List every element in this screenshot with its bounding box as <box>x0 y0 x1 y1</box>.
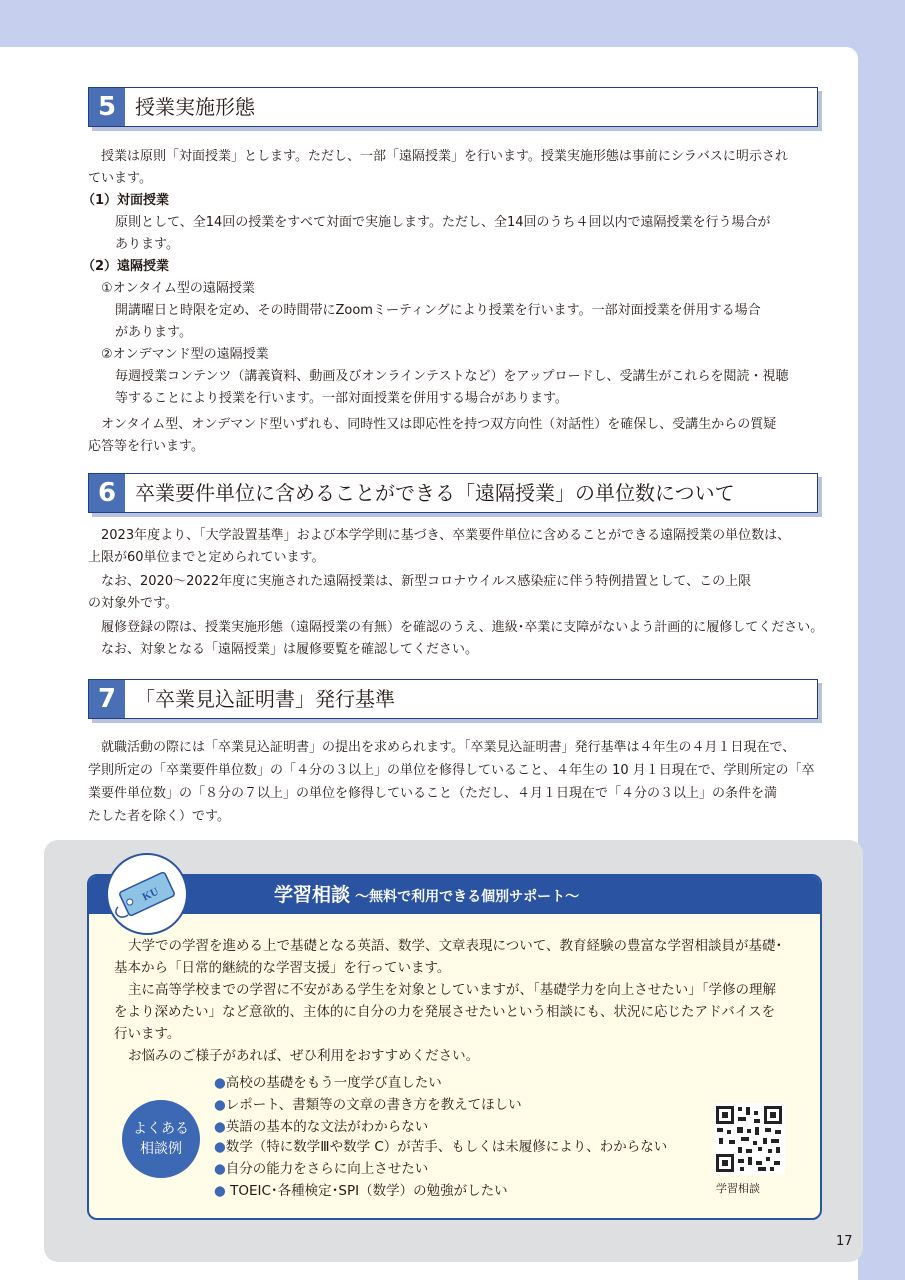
paragraph: 就職活動の際には「卒業見込証明書」の提出を求められます。「卒業見込証明書」発行基準は４年生の４月１日現在で、 <box>101 740 796 755</box>
tag-icon <box>106 853 188 935</box>
consult-paragraph: お悩みのご様子があれば、ぜひ利用をおすすめください。 <box>128 1048 480 1064</box>
consult-paragraph: 行います。 <box>114 1026 181 1042</box>
tag-text: KU <box>140 885 161 904</box>
paragraph: オンタイム型、オンデマンド型いずれも、同時性又は即応性を持つ双方向性（対話性）を確保し、受講生からの質疑 <box>101 417 777 432</box>
paragraph: 毎週授業コンテンツ（講義資料、動画及びオンラインテストなど）をアップロードし、受講生がこれらを閲読・視聴 <box>115 369 789 384</box>
bullet-icon: ● <box>214 1119 226 1135</box>
paragraph: ています。 <box>88 171 152 186</box>
paragraph: 開講曜日と時限を定め、その時間帯にZoomミーティングにより授業を行います。一部対面授業を併用する場合 <box>115 303 761 318</box>
section-title: 卒業要件単位に含めることができる「遠隔授業」の単位数について <box>135 481 735 505</box>
section-number: 7 <box>89 680 125 718</box>
example-item: ● TOEIC･各種検定･SPI（数学）の勉強がしたい <box>214 1183 508 1199</box>
paragraph: 業要件単位数」の「８分の７以上」の単位を修得していること（ただし、４月１日現在で「４分の３以上」の条件を満 <box>88 786 778 801</box>
qr-code-icon[interactable] <box>713 1103 785 1175</box>
section-5-header <box>88 87 818 127</box>
section-number: 5 <box>89 88 125 126</box>
qr-label: 学習相談 <box>716 1182 760 1195</box>
paragraph: 履修登録の際は、授業実施形態（遠隔授業の有無）を確認のうえ、進級･卒業に支障がないよう計画的に履修してください。 <box>101 620 824 635</box>
bullet-icon: ● <box>214 1183 226 1199</box>
example-item: ●英語の基本的な文法がわからない <box>214 1119 429 1135</box>
list-item-label: ②オンデマンド型の遠隔授業 <box>101 347 269 362</box>
paragraph: なお、対象となる「遠隔授業」は履修要覧を確認してください。 <box>101 642 479 657</box>
paragraph: の対象外です。 <box>88 596 178 611</box>
consult-title <box>274 876 579 916</box>
paragraph: があります。 <box>115 325 192 340</box>
faq-label-line1: よくある <box>133 1121 189 1137</box>
page-number: 17 <box>836 1234 853 1249</box>
section-7-header <box>88 679 818 719</box>
paragraph: なお、2020～2022年度に実施された遠隔授業は、新型コロナウイルス感染症に伴う特例措置として、この上限 <box>101 574 752 589</box>
consult-paragraph: 主に高等学校までの学習に不安がある学生を対象としていますが、「基礎学力を向上させたい」「学修の理解 <box>128 982 776 998</box>
example-item: ●高校の基礎をもう一度学び直したい <box>214 1075 442 1091</box>
paragraph: 原則として、全14回の授業をすべて対面で実施します。ただし、全14回のうち４回以内で遠隔授業を行う場合が <box>115 215 771 230</box>
consult-header <box>89 876 820 914</box>
paragraph: 応答等を行います。 <box>88 439 204 454</box>
paragraph: あります。 <box>115 237 179 252</box>
example-item: ●数学（特に数学Ⅲや数学 C）が苦手、もしくは未履修により、わからない <box>214 1139 668 1155</box>
section-title: 「卒業見込証明書」発行基準 <box>135 687 395 711</box>
faq-label-line2: 相談例 <box>140 1141 182 1157</box>
paragraph: 授業は原則「対面授業」とします。ただし、一部「遠隔授業」を行います。授業実施形態は事前にシラバスに明示され <box>101 149 788 164</box>
paragraph: 2023年度より、「大学設置基準」および本学学則に基づき、卒業要件単位に含めることができる遠隔授業の単位数は、 <box>101 528 791 543</box>
paragraph: 学則所定の「卒業要件単位数」の「４分の３以上」の単位を修得していること、４年生の 10 月１日現在で、学則所定の「卒 <box>88 763 815 778</box>
faq-badge <box>122 1100 200 1178</box>
bullet-icon: ● <box>214 1075 226 1091</box>
section-number: 6 <box>89 474 125 512</box>
consult-paragraph: をより深めたい」など意欲的、主体的に自分の力を発展させたいという相談にも、状況に応じたアドバイスを <box>114 1004 776 1020</box>
consult-paragraph: 基本から「日常的継続的な学習支援」を行っています。 <box>114 960 451 976</box>
paragraph: たした者を除く）です。 <box>88 809 230 824</box>
paragraph: 等することにより授業を行います。一部対面授業を併用する場合があります。 <box>115 391 568 406</box>
subheading: （1）対面授業 <box>82 193 170 208</box>
consult-title-sub: ～無料で利用できる個別サポート～ <box>355 889 580 905</box>
section-6-header <box>88 473 818 513</box>
example-item: ●自分の能力をさらに向上させたい <box>214 1161 429 1177</box>
consult-paragraph: 大学での学習を進める上で基礎となる英語、数学、文章表現について、教育経験の豊富な学習相談員が基礎･ <box>128 938 783 954</box>
bullet-icon: ● <box>214 1139 226 1155</box>
list-item-label: ①オンタイム型の遠隔授業 <box>101 281 255 296</box>
paragraph: 上限が60単位までと定められています。 <box>88 550 325 565</box>
example-item: ●レポート、書類等の文章の書き方を教えてほしい <box>214 1097 522 1113</box>
bullet-icon: ● <box>214 1161 226 1177</box>
subheading: （2）遠隔授業 <box>82 259 170 274</box>
bullet-icon: ● <box>214 1097 226 1113</box>
consult-title-main: 学習相談 <box>274 884 351 906</box>
section-title: 授業実施形態 <box>135 95 255 119</box>
